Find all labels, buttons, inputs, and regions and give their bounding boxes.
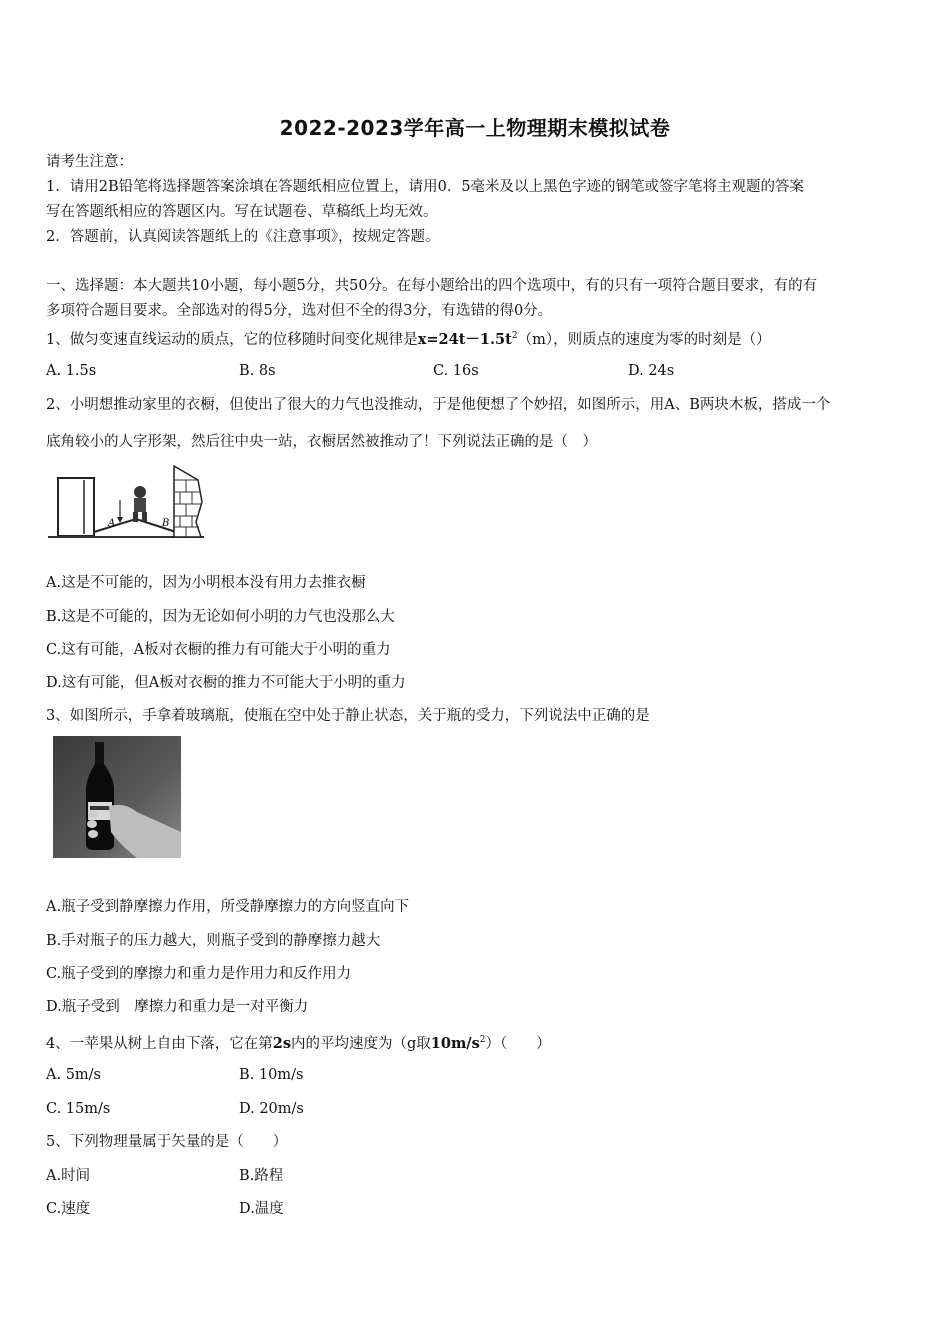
q3-option-d: D.瓶子受到 摩擦力和重力是一对平衡力 bbox=[46, 999, 309, 1015]
notice-line-1: 1．请用2B铅笔将选择题答案涂填在答题纸相应位置上，请用0．5毫米及以上黑色字迹的钢笔或签字笔将主观题的答案 bbox=[46, 179, 805, 195]
q2-option-b: B.这是不可能的，因为无论如何小明的力气也没那么大 bbox=[46, 609, 395, 625]
q1-option-b: B. 8s bbox=[239, 363, 276, 379]
q4-option-c: C. 15m/s bbox=[46, 1101, 111, 1117]
q4-stem-text-b: 内的平均速度为（g取 bbox=[291, 1035, 431, 1052]
section-intro-2: 多项符合题目要求。全部选对的得5分，选对但不全的得3分，有选错的得0分。 bbox=[46, 303, 553, 319]
q4-stem-time: 2s bbox=[272, 1034, 291, 1052]
q2-option-d: D.这有可能，但A板对衣橱的推力不可能大于小明的重力 bbox=[46, 675, 406, 691]
q1-stem-text-a: 1、做匀变速直线运动的质点，它的位移随时间变化规律是 bbox=[46, 331, 418, 348]
figure-label-a: A bbox=[108, 518, 116, 529]
q1-stem-text-b: （m），则质点的速度为零的时刻是（） bbox=[517, 331, 771, 348]
q5-option-c: C.速度 bbox=[46, 1201, 91, 1217]
q2-option-c: C.这有可能，A板对衣橱的推力有可能大于小明的重力 bbox=[46, 642, 391, 658]
q3-option-a: A.瓶子受到静摩擦力作用，所受静摩擦力的方向竖直向下 bbox=[46, 899, 410, 915]
q5-option-a: A.时间 bbox=[46, 1168, 91, 1184]
q5-option-b: B.路程 bbox=[239, 1168, 284, 1184]
q4-option-a: A. 5m/s bbox=[46, 1067, 101, 1083]
q4-stem-text-a: 4、一苹果从树上自由下落，它在第 bbox=[46, 1035, 273, 1052]
bottle-photo bbox=[53, 736, 181, 858]
q4-stem bbox=[46, 1030, 551, 1054]
q5-option-d: D.温度 bbox=[239, 1201, 284, 1217]
q3-stem: 3、如图所示，手拿着玻璃瓶，使瓶在空中处于静止状态，关于瓶的受力，下列说法中正确的是 bbox=[46, 708, 650, 724]
q4-option-d: D. 20m/s bbox=[239, 1101, 304, 1117]
page-title: 2022-2023学年高一上物理期末模拟试卷 bbox=[279, 116, 671, 140]
notice-line-2: 2．答题前，认真阅读答题纸上的《注意事项》，按规定答题。 bbox=[46, 229, 440, 245]
q3-option-b: B.手对瓶子的压力越大，则瓶子受到的静摩擦力越大 bbox=[46, 933, 381, 949]
q2-option-a: A.这是不可能的，因为小明根本没有用力去推衣橱 bbox=[46, 575, 366, 591]
notice-line-1b: 写在答题纸相应的答题区内。写在试题卷、草稿纸上均无效。 bbox=[46, 204, 438, 220]
q1-option-d: D. 24s bbox=[628, 363, 675, 379]
q4-stem-sup: 2 bbox=[479, 1035, 486, 1045]
q2-stem-2: 底角较小的人字形架，然后往中央一站，衣橱居然被推动了！下列说法正确的是（ ） bbox=[46, 434, 597, 450]
q1-formula-sup: 2 bbox=[511, 331, 518, 341]
q1-stem bbox=[46, 326, 771, 350]
q1-option-c: C. 16s bbox=[433, 363, 479, 379]
q4-option-b: B. 10m/s bbox=[239, 1067, 304, 1083]
notice-heading: 请考生注意： bbox=[46, 154, 133, 170]
q1-option-a: A. 1.5s bbox=[46, 363, 97, 379]
q1-formula: x=24t－1.5t bbox=[417, 330, 512, 348]
q5-stem: 5、下列物理量属于矢量的是（ ） bbox=[46, 1134, 288, 1150]
wardrobe-figure bbox=[46, 462, 206, 542]
figure-label-b: B bbox=[162, 518, 170, 529]
section-intro-1: 一、选择题：本大题共10小题，每小题5分，共50分。在每小题给出的四个选项中，有的只有一项符合题目要求，有的有 bbox=[46, 278, 818, 294]
q4-stem-g: 10m/s bbox=[430, 1034, 480, 1052]
q2-stem-1: 2、小明想推动家里的衣橱，但使出了很大的力气也没推动，于是他便想了个妙招，如图所示，用A、B两块木板，搭成一个 bbox=[46, 397, 831, 413]
q3-option-c: C.瓶子受到的摩擦力和重力是作用力和反作用力 bbox=[46, 966, 352, 982]
q4-stem-text-d: ）（ ） bbox=[485, 1035, 551, 1052]
